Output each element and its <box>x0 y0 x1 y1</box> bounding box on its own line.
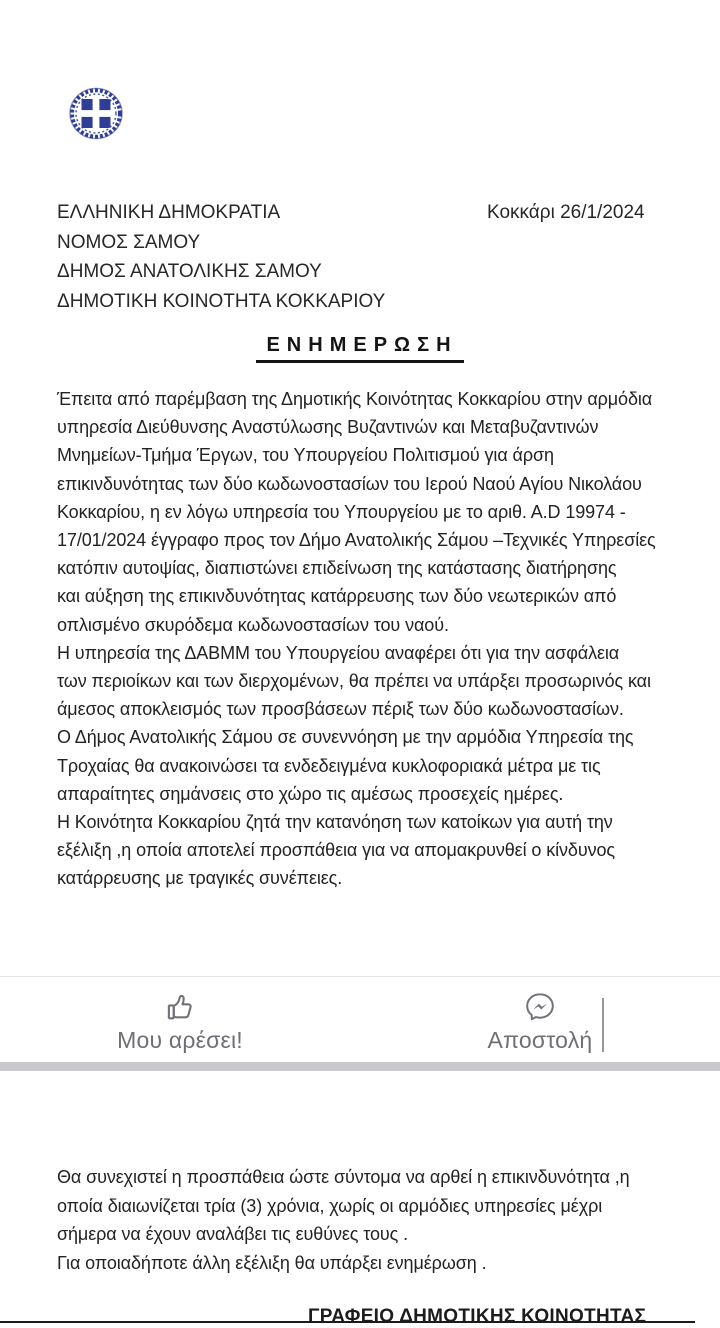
document-title: ΕΝΗΜΕΡΩΣΗ <box>256 334 463 363</box>
body-line: Θα συνεχιστεί η προσπάθεια ώστε σύντομα να αρθεί η επικινδυνότητα ,η <box>57 1167 630 1187</box>
body-line: και αύξηση της επικινδυνότητας κατάρρευσης των δύο νεωτερικών από <box>57 586 617 607</box>
letterhead-line-4: ΔΗΜΟΤΙΚΗ ΚΟΙΝΟΤΗΤΑ ΚΟΚΚΑΡΙΟΥ <box>57 290 386 312</box>
document-body <box>57 385 682 893</box>
social-bar <box>0 976 720 1063</box>
letterhead-line-1: ΕΛΛΗΝΙΚΗ ΔΗΜΟΚΡΑΤΙΑ <box>57 202 281 223</box>
body-line: απαραίτητες σημάνσεις στο χώρο τις αμέσως προσεχείς ημέρες. <box>57 783 564 804</box>
body-line: επικινδυνότητας των δύο κωδωνοστασίων του Ιερού Ναού Αγίου Νικολάου <box>57 473 642 494</box>
like-button-label: Μου αρέσει! <box>117 1027 243 1053</box>
body-line: Μνημείων-Τμήμα Έργων, του Υπουργείου Πολιτισμού για άρση <box>57 445 554 466</box>
send-button[interactable] <box>360 977 720 1063</box>
body-line: Η Κοινότητα Κοκκαρίου ζητά την κατανόηση των κατοίκων για αυτή την <box>57 812 613 833</box>
body-line: Η υπηρεσία της ΔΑΒΜΜ του Υπουργείου αναφέρει ότι για την ασφάλεια <box>57 642 620 663</box>
footer-office-label: ΓΡΑΦΕΙΟ ΔΗΜΟΤΙΚΗΣ ΚΟΙΝΟΤΗΤΑΣ <box>308 1306 647 1327</box>
like-button[interactable] <box>0 977 360 1063</box>
messenger-icon <box>522 989 558 1025</box>
body-line: Τροχαίας θα ανακοινώσει τα ενδεδειγμένα κυκλοφοριακά μέτρα με τις <box>57 755 601 776</box>
body-line: υπηρεσία Διεύθυνσης Αναστύλωσης Βυζαντινών και Μεταβυζαντινών <box>57 417 599 438</box>
section-divider <box>0 1062 720 1071</box>
body-line: εξέλιξη ,η οποία αποτελεί προσπάθεια για να απομακρυνθεί ο κίνδυνος <box>57 840 615 861</box>
text-cursor-artifact <box>602 998 604 1052</box>
body-line: Έπειτα από παρέμβαση της Δημοτικής Κοινότητας Κοκκαρίου στην αρμόδια <box>57 389 653 409</box>
body-line: οποία διαιωνίζεται τρία (3) χρόνια, χωρίς οι αρμόδιες υπηρεσίες μέχρι <box>57 1195 603 1216</box>
body-line: 17/01/2024 έγγραφο προς τον Δήμο Ανατολικής Σάμου –Τεχνικές Υπηρεσίες <box>57 530 656 551</box>
letterhead <box>57 198 385 316</box>
document-date: Κοκκάρι 26/1/2024 <box>487 202 645 223</box>
thumbs-up-icon <box>162 989 198 1025</box>
hellenic-republic-emblem-icon <box>66 85 126 143</box>
body-line: Ο Δήμος Ανατολικής Σάμου σε συνεννόηση με την αρμόδια Υπηρεσία της <box>57 727 634 748</box>
body-line: κατόπιν αυτοψίας, διαπιστώνει επιδείνωση της κατάστασης διατήρησης <box>57 558 617 579</box>
send-button-label: Αποστολή <box>487 1027 593 1053</box>
letterhead-line-3: ΔΗΜΟΣ ΑΝΑΤΟΛΙΚΗΣ ΣΑΜΟΥ <box>57 261 322 282</box>
body-line: άμεσος αποκλεισμός των προσβάσεων πέριξ των δύο κωδωνοστασίων. <box>57 699 624 720</box>
letterhead-line-2: ΝΟΜΟΣ ΣΑΜΟΥ <box>57 231 201 253</box>
body-line: Κοκκαρίου, η εν λόγω υπηρεσία του Υπουργείου με το αριθ. Α.D 19974 - <box>57 501 626 522</box>
body-line: σήμερα να έχουν αναλάβει τις ευθύνες τους . <box>57 1224 409 1245</box>
body-line: οπλισμένο σκυρόδεμα κωδωνοστασίων του ναού. <box>57 614 449 635</box>
document-body-2 <box>57 1163 682 1277</box>
body-line: κατάρρευσης με τραγικές συνέπειες. <box>57 868 343 889</box>
body-line: Για οποιαδήποτε άλλη εξέλιξη θα υπάρξει ενημέρωση . <box>57 1252 487 1273</box>
body-line: των περιοίκων και των διερχομένων, θα πρέπει να υπάρξει προσωρινός και <box>57 671 651 692</box>
title-wrap <box>0 334 720 363</box>
